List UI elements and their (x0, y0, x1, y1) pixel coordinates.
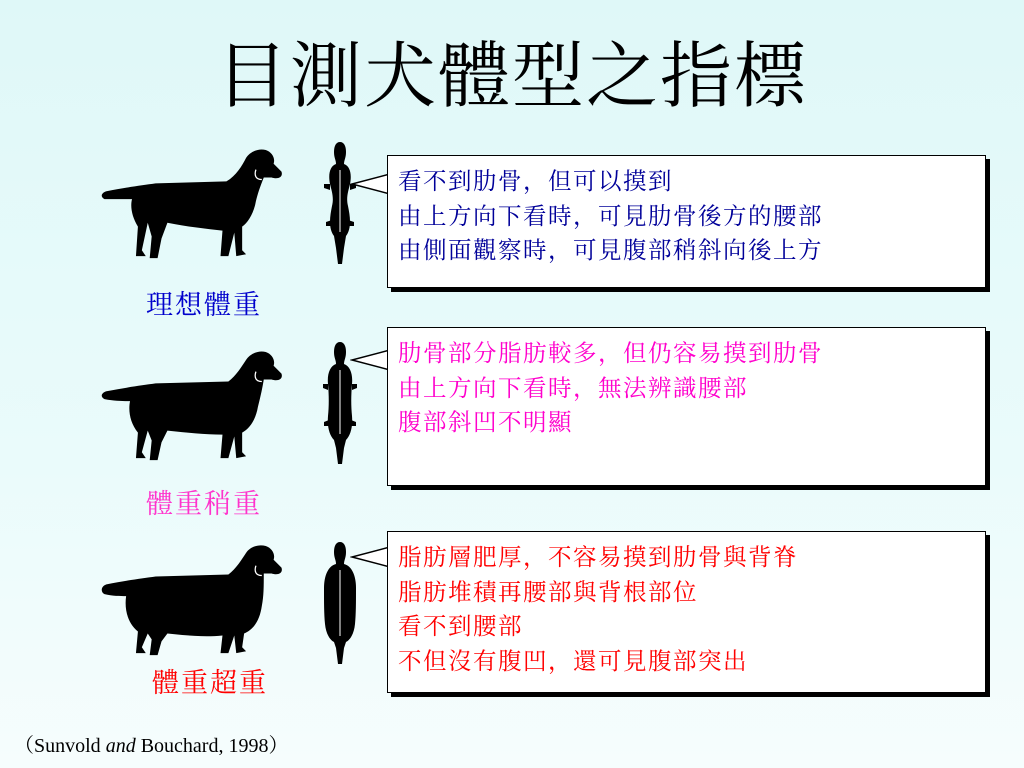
description-line: 由上方向下看時，無法辨識腰部 (398, 373, 748, 402)
top-view-ideal-icon (322, 140, 358, 266)
description-box-overweight (387, 327, 986, 486)
label-ideal-weight: 理想體重 (146, 290, 262, 321)
description-box-ideal (387, 155, 986, 288)
citation-open: （ (14, 735, 34, 757)
citation-coauthor-year: Bouchard, 1998 (140, 735, 269, 757)
description-line: 由側面觀察時，可見腹部稍斜向後上方 (398, 236, 823, 264)
description-line: 脂肪層肥厚，不容易摸到肋骨與背脊 (398, 543, 798, 571)
description-line: 肋骨部分脂肪較多，但仍容易摸到肋骨 (398, 339, 823, 367)
dog-silhouette-overweight-icon (98, 350, 286, 468)
citation-close: ） (268, 735, 289, 757)
description-line: 由上方向下看時，可見肋骨後方的腰部 (398, 201, 823, 230)
callout-arrow-obese (350, 545, 390, 569)
dog-silhouette-ideal-icon (98, 148, 286, 266)
label-slightly-overweight: 體重稍重 (146, 489, 262, 520)
citation-author: Sunvold (34, 735, 101, 757)
citation-and: and (105, 735, 136, 757)
description-line: 看不到肋骨，但可以摸到 (398, 167, 673, 195)
label-obese: 體重超重 (152, 668, 268, 699)
page-title: 目測犬體型之指標 (215, 34, 808, 118)
callout-arrow-overweight (350, 348, 390, 372)
citation (14, 736, 288, 756)
description-line: 看不到腰部 (398, 612, 523, 640)
description-box-obese (387, 531, 986, 693)
description-line: 脂肪堆積再腰部與背根部位 (398, 577, 698, 606)
description-line: 不但沒有腹凹，還可見腹部突出 (398, 646, 748, 675)
callout-arrow-ideal (350, 172, 390, 196)
description-line: 腹部斜凹不明顯 (398, 408, 573, 436)
dog-silhouette-obese-icon (98, 545, 286, 663)
